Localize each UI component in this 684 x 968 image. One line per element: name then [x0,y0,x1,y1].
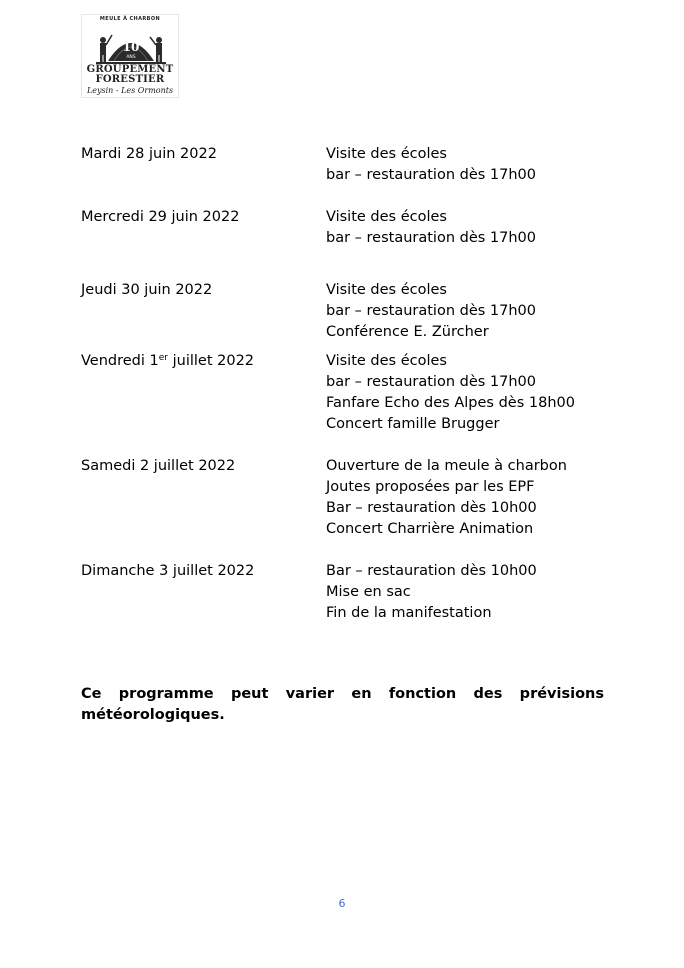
schedule-event: Visite des écoles [326,282,447,298]
schedule-date: Samedi 2 juillet 2022 [81,458,236,474]
schedule-date-suffix: juillet 2022 [168,353,255,369]
schedule-date: Dimanche 3 juillet 2022 [81,563,255,579]
schedule-event: Mise en sac [326,584,411,600]
schedule-event: Ouverture de la meule à charbon [326,458,567,474]
logo-name-line1: GROUPEMENT [86,64,174,75]
schedule-event: Fin de la manifestation [326,605,492,621]
schedule-date-sup: er [158,353,168,363]
schedule-event: bar – restauration dès 17h00 [326,167,537,183]
groupement-forestier-logo [81,14,179,98]
logo-place: Leysin - Les Ormonts [86,86,174,95]
schedule-event: Fanfare Echo des Alpes dès 18h00 [326,395,575,411]
schedule-event: Bar – restauration dès 10h00 [326,500,537,516]
emblem-number: 10 [122,40,140,54]
schedule-date: Mercredi 29 juin 2022 [81,209,240,225]
schedule-event: bar – restauration dès 17h00 [326,374,537,390]
schedule-date-prefix: Vendredi 1 [81,353,159,369]
schedule-events [326,351,575,435]
schedule-date: Mardi 28 juin 2022 [81,146,217,162]
logo-arc-text: MEULE À CHARBON [99,16,161,22]
schedule-event: Visite des écoles [326,209,447,225]
schedule-event: Bar – restauration dès 10h00 [326,563,537,579]
schedule-events [326,144,536,186]
schedule-event: bar – restauration dès 17h00 [326,303,537,319]
page-number: 6 [338,897,346,910]
charcoal-kiln-emblem-icon [96,23,166,65]
schedule-date [81,351,254,372]
schedule-event: Conférence E. Zürcher [326,324,489,340]
schedule-date: Jeudi 30 juin 2022 [81,282,213,298]
schedule-events [326,561,537,624]
schedule-event: Visite des écoles [326,353,447,369]
weather-disclaimer-note: Ce programme peut varier en fonction des prévisions météorologiques. [81,686,604,723]
schedule-event: Joutes proposées par les EPF [326,479,535,495]
schedule-events [326,456,567,540]
schedule-event: Concert Charrière Animation [326,521,534,537]
emblem-sub: ANS [126,55,136,60]
schedule-events [326,280,536,343]
schedule-event: Visite des écoles [326,146,447,162]
schedule-event: bar – restauration dès 17h00 [326,230,537,246]
schedule-event: Concert famille Brugger [326,416,500,432]
schedule-events [326,207,536,249]
logo-name-line2: FORESTIER [95,74,165,85]
